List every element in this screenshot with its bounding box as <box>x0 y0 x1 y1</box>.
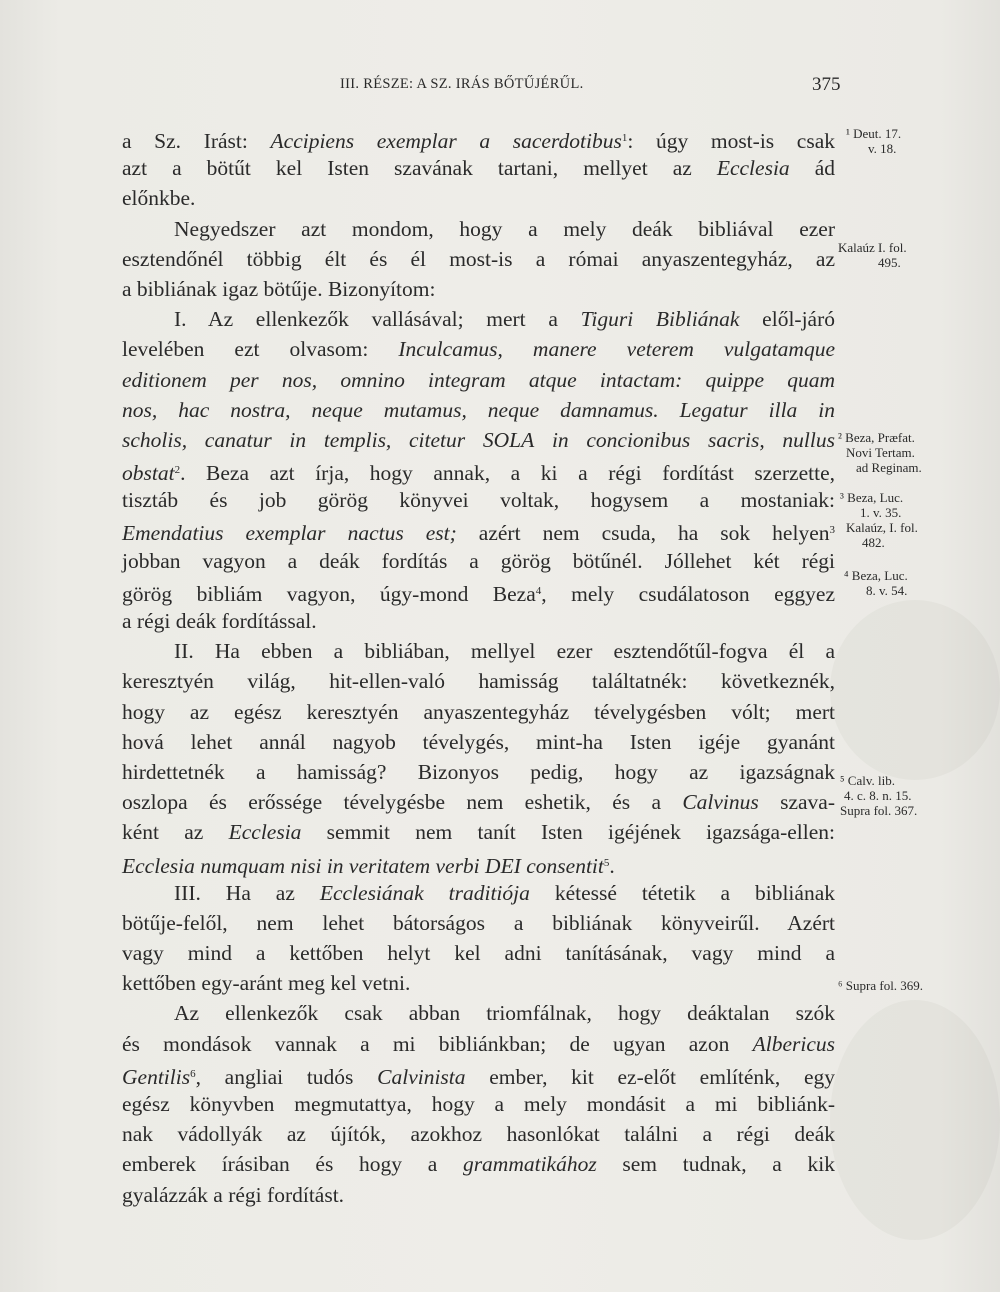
text-segment: gyalázzák a régi fordítást. <box>122 1182 345 1207</box>
margin-note-line: 482. <box>862 535 885 550</box>
text-line <box>122 1029 835 1059</box>
text-line <box>122 817 835 847</box>
text-line <box>122 334 835 364</box>
margin-note <box>846 126 901 156</box>
text-segment: a régi deák fordítással. <box>122 609 317 633</box>
italic-text: SOLA <box>482 427 535 452</box>
text-line <box>122 697 835 727</box>
italic-text: DEI <box>485 853 521 878</box>
margin-note-line: ² Beza, Præfat. <box>838 430 915 445</box>
text-line <box>122 1059 835 1089</box>
text-line <box>122 123 835 153</box>
italic-text: Accipiens exemplar a sacerdotibus <box>270 129 622 153</box>
text-segment: ember, kit ez-előt említénk, egy <box>465 1064 836 1089</box>
text-line <box>122 878 835 908</box>
text-line <box>122 365 835 395</box>
italic-text: Ecclesia numquam nisi in veritatem verbi <box>122 853 486 878</box>
margin-note <box>840 773 917 818</box>
text-segment: keresztyén világ, hit-ellen-való hamisság találtatnék: következnék, <box>122 669 835 694</box>
text-segment: elől-járó <box>739 307 836 332</box>
text-segment: a bibliának igaz bötűje. Bizonyítom: <box>122 276 436 301</box>
italic-text: scholis, canatur in templis, citetur <box>122 427 483 452</box>
italic-text: Inculcamus, manere veterem vulgatamque <box>398 337 835 362</box>
text-line <box>122 727 835 757</box>
footnote-marker: 5 <box>603 856 610 869</box>
text-segment: , angliai tudós <box>195 1064 378 1089</box>
text-segment: kettőben egy-aránt meg kel vetni. <box>122 971 411 996</box>
italic-text: Calvinista <box>377 1064 466 1089</box>
margin-note-line: 4. c. 8. n. 15. <box>844 788 912 803</box>
text-segment: Negyedszer azt mondom, hogy a mely deák bibliával ezer <box>174 216 835 241</box>
margin-note-line: ¹ Deut. 17. <box>846 126 902 141</box>
margin-note-line: Novi Tertam. <box>846 445 915 460</box>
text-segment: sem tudnak, a kik <box>596 1152 835 1177</box>
footnote-marker: 4 <box>535 584 542 597</box>
text-line <box>122 998 835 1028</box>
italic-text: Ecclesia <box>716 156 790 181</box>
text-segment: Az ellenkezők csak abban triomfálnak, hogy deáktalan szók <box>174 1001 835 1026</box>
footnote-marker: 2 <box>174 464 181 477</box>
text-line <box>122 304 835 334</box>
italic-text: Gentilis <box>122 1064 191 1089</box>
text-line <box>122 395 835 425</box>
text-line <box>122 183 835 213</box>
text-line <box>122 848 835 878</box>
text-segment: levelében ezt olvasom: <box>122 337 399 362</box>
italic-text: Ecclesiának traditiója <box>319 880 530 905</box>
text-segment: ád <box>789 156 836 181</box>
margin-note-line: v. 18. <box>868 141 897 156</box>
footnote-marker: 1 <box>621 132 628 144</box>
margin-note-line: Kalaúz I. fol. <box>838 240 907 255</box>
page-number: 375 <box>812 74 841 95</box>
margin-note <box>838 978 923 993</box>
text-line <box>122 244 835 274</box>
text-line <box>122 425 835 455</box>
text-line <box>122 938 835 968</box>
text-line <box>122 968 835 998</box>
text-line <box>122 636 835 666</box>
running-head: III. RÉSZE: A SZ. IRÁS BŐTŰJÉRŰL. <box>340 76 584 92</box>
margin-note-line: Supra fol. 367. <box>840 803 918 818</box>
text-segment: . <box>609 853 615 878</box>
text-segment: nak vádollyák az újítók, azokhoz hasonlókat találni a régi deák <box>122 1122 835 1147</box>
italic-text: nos, hac nostra, neque mutamus, neque damnamus. Legatur illa in <box>122 397 835 422</box>
text-segment: a Sz. Irást: <box>122 129 271 153</box>
text-segment: görög bibliám vagyon, úgy-mond Beza <box>122 581 536 606</box>
italic-text: Calvinus <box>682 790 759 815</box>
text-line <box>122 485 835 515</box>
text-segment: kétessé tétetik a bibliának <box>529 880 835 905</box>
italic-text: obstat <box>122 461 175 486</box>
text-line <box>122 153 835 183</box>
italic-text: Tiguri Bibliának <box>580 307 740 332</box>
text-line <box>122 214 835 244</box>
italic-text: Ecclesia <box>228 820 302 845</box>
text-line <box>122 787 835 817</box>
text-segment: vagy mind a kettőben helyt kel adni tanításának, vagy mind a <box>122 941 835 966</box>
italic-text: Albericus <box>752 1031 835 1056</box>
text-segment: emberek írásiban és hogy a <box>122 1152 463 1177</box>
text-line <box>122 1089 835 1119</box>
text-segment: szava- <box>758 790 835 815</box>
margin-note-line: 495. <box>878 255 901 270</box>
text-line <box>122 1180 835 1210</box>
text-segment: bötűje-felől, nem lehet bátorságos a bibliának könyveirűl. Azért <box>122 910 835 935</box>
text-segment: oszlopa és erőssége tévelygésbe nem eshetik, és a <box>122 790 683 815</box>
margin-note <box>838 240 907 270</box>
text-segment: . Beza azt írja, hogy annak, a ki a régi fordítást szerzette, <box>180 461 835 486</box>
text-segment: azért nem csuda, ha sok helyen <box>456 521 830 546</box>
text-segment: hirdettetnék a hamisság? Bizonyos pedig, hogy az igazságnak <box>122 759 835 784</box>
text-line <box>122 274 835 304</box>
margin-note-line: ⁶ Supra fol. 369. <box>838 978 924 993</box>
margin-note-line: 1. v. 35. <box>860 505 902 520</box>
margin-note <box>840 490 918 550</box>
footnote-marker: 6 <box>190 1067 196 1080</box>
italic-text: consentit <box>520 853 604 878</box>
text-line <box>122 1149 835 1179</box>
italic-text: editionem per nos, omnino integram atque intactam: quippe quam <box>122 367 835 392</box>
text-segment: egész könyvben megmutattya, hogy a mely mondásit a mi bibliánk- <box>122 1092 835 1116</box>
text-line <box>122 515 835 545</box>
text-segment: : úgy most-is csak <box>627 129 835 153</box>
bleed-through-stain <box>830 600 1000 780</box>
text-segment: hová lehet annál nagyob tévelygés, mint-ha Isten igéje gyanánt <box>122 729 835 754</box>
text-segment: ként az <box>122 820 229 845</box>
margin-note <box>838 430 922 475</box>
text-line <box>122 455 835 485</box>
margin-note <box>844 568 908 598</box>
text-segment: semmit nem tanít Isten igéjének igazsága-ellen: <box>301 820 836 845</box>
text-segment: hogy az egész keresztyén anyaszentegyház tévelygésben vólt; mert <box>122 699 835 724</box>
text-segment: előnkbe. <box>122 186 196 211</box>
text-line <box>122 666 835 696</box>
text-segment: és mondások vannak a mi bibliánkban; de ugyan azon <box>122 1031 753 1056</box>
text-line <box>122 757 835 787</box>
margin-note-line: Kalaúz, I. fol. <box>846 520 918 535</box>
text-segment: I. Az ellenkezők vallásával; mert a <box>174 307 581 332</box>
text-line <box>122 606 835 636</box>
text-segment: II. Ha ebben a bibliában, mellyel ezer esztendőtűl-fogva él a <box>174 639 835 664</box>
body-text <box>122 123 835 1210</box>
text-line <box>122 576 835 606</box>
text-segment: esztendőnél többig élt és él most-is a római anyaszentegyház, az <box>122 246 835 271</box>
text-line <box>122 546 835 576</box>
text-line <box>122 1119 835 1149</box>
bleed-through-stain <box>830 1000 1000 1240</box>
italic-text: Emendatius exemplar nactus est; <box>122 521 457 546</box>
italic-text: in concionibus sacris, nullus <box>534 427 835 452</box>
italic-text: grammatikához <box>462 1152 597 1177</box>
text-segment: , mely csudálatoson eggyez <box>541 581 835 606</box>
text-segment: III. Ha az <box>174 880 320 905</box>
margin-note-line: ad Reginam. <box>856 460 922 475</box>
margin-note-line: ⁴ Beza, Luc. <box>844 568 908 583</box>
footnote-marker: 3 <box>829 524 835 537</box>
text-line <box>122 908 835 938</box>
text-segment: jobban vagyon a deák fordítás a görög bötűnél. Jóllehet két régi <box>122 548 835 573</box>
text-segment: tisztáb és job görög könyvei voltak, hogysem a mostaniak: <box>122 488 835 513</box>
margin-note-line: 8. v. 54. <box>866 583 908 598</box>
margin-note-line: ⁵ Calv. lib. <box>840 773 895 788</box>
text-segment: azt a bötűt kel Isten szavának tartani, mellyet az <box>122 156 717 181</box>
margin-note-line: ³ Beza, Luc. <box>840 490 904 505</box>
